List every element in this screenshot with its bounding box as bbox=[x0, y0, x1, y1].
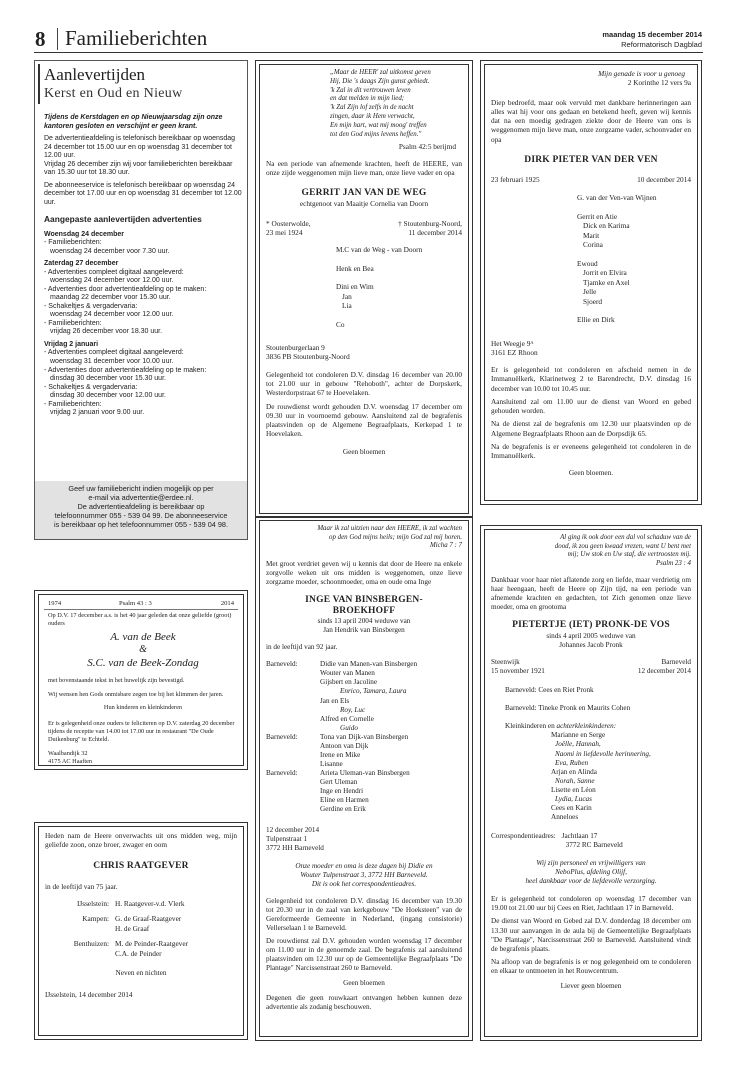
pronk-thanks: Wij zijn personeel en vrijwilligers van NeboPlus, afdeling Olijf, heel dankbaar voor de liefdevolle verzorging. bbox=[525, 859, 657, 886]
family-row: Gijsbert en Jacoline bbox=[320, 678, 378, 687]
family-row: G. van der Ven-van Wijnen bbox=[577, 193, 657, 203]
list-item: woensdag 24 december voor 12.00 uur. bbox=[50, 311, 174, 319]
list-item: - Advertenties door advertentieafdeling op te maken: bbox=[44, 285, 207, 293]
vandeweg-intro: Na een periode van afnemende krachten, heeft de HEERE, van onze zijde weggenomen mijn lieve man, onze lieve vader en opa bbox=[266, 158, 462, 178]
header-date: maandag 15 december 2014 bbox=[602, 30, 702, 39]
vandeweg-condolence: Gelegenheid tot condoleren D.V. dinsdag 16 december van 20.00 tot 21.00 uur in gebouw "Rehoboth", achter de Dorpskerk, Westerdorpstraat 67 te Hoevelaken. bbox=[266, 369, 462, 398]
deadlines-intro: Tijdens de Kerstdagen en op Nieuwjaarsdag zijn onze kantoren gesloten en verschijnt er geen krant. bbox=[44, 114, 223, 130]
family-row bbox=[577, 250, 691, 259]
vandeweg-verse-ref: Psalm 42:5 berijmd bbox=[398, 141, 456, 151]
family-row: Joëlle, Hannah, bbox=[555, 740, 601, 749]
vandervan-p3: Na de dienst zal de begrafenis om 12.30 uur plaatsvinden op de Algemene Begraafplaats Rhoon aan de Dorpsdijk 65. bbox=[491, 419, 691, 438]
wednesday-heading: Woensdag 24 december bbox=[44, 230, 125, 238]
pronk-footer: Liever geen bloemen bbox=[560, 981, 622, 990]
vandervan-verse-ref: 2 Korinthe 12 vers 9a bbox=[627, 78, 691, 88]
list-item: - Schakeltjes & vergadervaria: bbox=[44, 383, 138, 391]
binsbergen-no-flowers: Geen bloemen bbox=[343, 979, 385, 988]
family-row: Lydia, Lucas bbox=[555, 794, 592, 803]
obituary-van-binsbergen bbox=[255, 516, 473, 1041]
binsbergen-verse: Maar ik zal uitzien naar den HEERE, ik zal wachten op den God mijns heils; mijn God zal mij horen. Micha 7 : 7 bbox=[317, 525, 462, 550]
vandeweg-footer: Geen bloemen bbox=[342, 446, 386, 456]
anniversary-from: Hun kinderen en kleinkinderen bbox=[103, 704, 183, 712]
vandervan-intro: Diep bedroefd, maar ook vervuld met dankbare herinneringen aan alles wat hij voor ons gedaan en betekend heeft, geven wij kennis dat na een moedig gedragen ziekte door de Heere van ons is weggenomen mijn lieve man, onze zorgzame vader, schoonvader en opa bbox=[491, 97, 691, 144]
family-row: Irene en Mike bbox=[320, 750, 361, 759]
list-item: - Familieberichten: bbox=[44, 319, 102, 327]
anniversary-top-rule bbox=[44, 609, 238, 610]
pronk-family: Barneveld: Cees en Riet Pronk Barneveld: Tineke Pronk en Maurits Cohen Kleinkinderen en achterkleinkinderen: Marianne en Serge Joëlle, Hannah, Naomi in liefdevolle herinnering, Eva, Ruben Arjan en Alinda Norah, Sanne Lisette en Léon Lydia, Lucas Cees en Karin Anneloes bbox=[491, 686, 691, 822]
anniversary-address-1: Waalbandijk 32 bbox=[48, 749, 88, 757]
family-row: Marit bbox=[583, 230, 600, 240]
binsbergen-intro: Met groot verdriet geven wij u kennis dat door de Heere na enkele zorgvolle weken uit ons midden is weggenomen, onze lieve zorgzame moeder, schoonmoeder, oma en oude oma Inge bbox=[266, 560, 462, 587]
family-row: Gerdine en Erik bbox=[320, 805, 366, 814]
pronk-p2: De dienst van Woord en Gebed zal D.V. donderdag 18 december om 13.30 uur aanvangen in de aula bij de Gemeentelijke Begraafplaats "De Plantage", Narcissenstraat 260 te Barneveld. Aansluitend vindt de begrafenis plaats. bbox=[491, 917, 691, 953]
family-row: Barneveld: Arieta Uleman-van Binsbergen bbox=[266, 769, 410, 778]
family-row: Ellie en Dirk bbox=[577, 315, 615, 325]
family-row: Alfred en Cornelle bbox=[320, 714, 374, 723]
vandeweg-address: Stoutenburgerlaan 9 3836 PB Stoutenburg-Noord bbox=[266, 343, 350, 362]
family-row: Jelle bbox=[583, 287, 597, 297]
family-row: Dick en Karima bbox=[583, 221, 630, 231]
vandervan-p1: Er is gelegenheid tot condoleren en afscheid nemen in de Immanuëlkerk, Klarinetweg 2 te Barendrecht, D.V. dinsdag 16 december van 10.00 tot 10.45 uur. bbox=[491, 365, 691, 393]
anniversary-psalm: Psalm 43 : 3 bbox=[119, 600, 152, 607]
deadlines-p3: De abonneeservice is telefonisch bereikbaar op woensdag 24 december tot 17.00 uur en op woensdag 31 december tot 12.00 uur. bbox=[44, 181, 242, 206]
binsbergen-family bbox=[266, 660, 462, 814]
header-divider bbox=[57, 28, 58, 50]
family-row: Antoon van Dijk bbox=[320, 741, 369, 750]
raatgever-nephews: Neven en nichten bbox=[115, 968, 167, 978]
raatgever-footer: IJsselstein, 14 december 2014 bbox=[45, 989, 133, 999]
family-row: Inge en Hendri bbox=[320, 787, 364, 796]
anniversary-married: met bovenstaande tekst in het huwelijk zijn bevestigd. bbox=[48, 676, 185, 684]
pronk-name: PIETERTJE (IET) PRONK-DE VOS bbox=[512, 620, 670, 630]
list-item: - Advertenties compleet digitaal aangeleverd: bbox=[44, 349, 184, 357]
family-row bbox=[577, 306, 691, 315]
anniversary-ampersand: & bbox=[139, 644, 147, 656]
obituary-van-de-weg bbox=[255, 60, 473, 518]
vandeweg-dates: * Oosterwolde, 23 mei 1924 † Stoutenburg-Noord, 11 december 2014 bbox=[266, 218, 462, 238]
list-item: - Familieberichten: bbox=[44, 400, 102, 408]
list-item: - Advertenties compleet digitaal aangeleverd: bbox=[44, 268, 184, 276]
vandervan-verse: Mijn genade is voor u genoeg bbox=[598, 69, 685, 78]
anniversary-year-start: 1974 bbox=[48, 600, 62, 607]
raatgever-family: IJsselstein: H. Raatgever-v.d. Vlerk Kampen: G. de Graaf-Raatgever H. de Graaf Benthuizen: M. de Peinder-Raatgever C.A. de Peinder Neven en nichten IJsselstein, 14 december 2014 bbox=[45, 899, 237, 999]
pronk-dates: Steenwijk 15 november 1921 Barneveld 12 december 2014 bbox=[491, 658, 691, 676]
anniversary-wish: Wij wensen hen Gods onmisbare zegen toe bij het klimmen der jaren. bbox=[48, 690, 224, 698]
family-row: Tjamke en Axel bbox=[583, 277, 630, 287]
binsbergen-condolence: Gelegenheid tot condoleren D.V. dinsdag 16 december van 19.30 tot 20.30 uur in de zaal van kerkgebouw "De Hoeksteen" van de Gereformeerde Gemeente in Nederland, (ingang consistorie) Vellerselaan 1 te Barneveld. bbox=[266, 896, 462, 932]
saturday-list bbox=[44, 269, 244, 337]
deadlines-notice bbox=[34, 60, 248, 540]
list-item: woensdag 31 december voor 10.00 uur. bbox=[50, 358, 174, 365]
family-row: Guido bbox=[340, 723, 358, 732]
list-item: maandag 22 december voor 15.30 uur. bbox=[50, 294, 171, 302]
family-row: Enrico, Tamara, Laura bbox=[340, 687, 407, 696]
pronk-correspondence: Correspondentieadres: Jachtlaan 17 3772 RC Barneveld bbox=[491, 832, 623, 850]
vandervan-dates: 23 februari 1925 10 december 2014 bbox=[491, 174, 691, 184]
deadlines-footer: Geef uw familiebericht indien mogelijk op per e-mail via advertentie@erdee.nl. De advertentieafdeling is bereikbaar op telefoonnummer 055 - 539 04 99. De abonneeservice is bereikbaar op het telefoonnummer 055 - 539 04 98. bbox=[35, 481, 247, 539]
list-item: dinsdag 30 december voor 15.30 uur. bbox=[50, 375, 166, 383]
vandeweg-name: GERRIT JAN VAN DE WEG bbox=[301, 188, 427, 199]
vandervan-address: Het Weegje 9ᴬ 3161 EZ Rhoon bbox=[491, 338, 538, 357]
friday-list bbox=[44, 349, 244, 417]
binsbergen-name: INGE VAN BINSBERGEN- BROEKHOFF bbox=[305, 595, 423, 617]
family-row: Marianne en Serge bbox=[551, 731, 606, 740]
binsbergen-footer: Degenen die geen rouwkaart ontvangen hebben kunnen deze advertentie als zodanig beschouwen. bbox=[266, 994, 462, 1012]
raatgever-age: in de leeftijd van 75 jaar. bbox=[45, 881, 118, 891]
list-item: vrijdag 26 december voor 18.30 uur. bbox=[50, 328, 163, 336]
family-row: Jan en Els bbox=[320, 696, 350, 705]
vandervan-name: DIRK PIETER VAN DER VEN bbox=[524, 154, 658, 165]
pronk-p1: Er is gelegenheid tot condoleren op woensdag 17 december van 19.00 tot 21.00 uur bij Cees en Riet, Jachtlaan 17 in Barneveld. bbox=[491, 895, 691, 913]
family-row: Naomi in liefdevolle herinnering, bbox=[555, 749, 651, 758]
page-number: 8 bbox=[35, 27, 46, 51]
anniversary-name-1: A. van de Beek bbox=[110, 630, 176, 643]
anniversary-address-2: 4175 AC Haaften bbox=[48, 757, 93, 765]
raatgever-name: CHRIS RAATGEVER bbox=[93, 860, 189, 871]
pronk-intro: Dankbaar voor haar niet aflatende zorg en liefde, maar verdrietig om haar heengaan, heeft de Heere op Zijn tijd, na een periode van afnemende krachten en gedachten, tot Zich genomen onze lieve moeder, oma en grootoma bbox=[491, 575, 691, 611]
saturday-heading: Zaterdag 27 december bbox=[44, 260, 119, 268]
obituary-raatgever bbox=[34, 822, 248, 1040]
binsbergen-since: sinds 13 april 2004 weduwe van bbox=[317, 617, 411, 626]
anniversary-year-end: 2014 bbox=[220, 600, 234, 607]
vandeweg-spouse: echtgenoot van Maaitje Cornelia van Doorn bbox=[299, 199, 429, 209]
header-rule bbox=[34, 52, 703, 53]
family-row: Anneloes bbox=[551, 812, 579, 821]
family-row: Barneveld: Didie van Manen-van Binsbergen bbox=[266, 660, 418, 669]
anniversary-intro: Op D.V. 17 december a.s. is het 40 jaar geleden dat onze geliefde (groot) ouders bbox=[48, 612, 232, 627]
list-item: dinsdag 30 december voor 12.00 uur. bbox=[50, 392, 166, 400]
raatgever-intro: Heden nam de Heere onverwachts uit ons midden weg, mijn geliefde zoon, onze broer, zwager en oom bbox=[45, 831, 237, 850]
family-row: Barneveld: Tona van Dijk-van Binsbergen bbox=[266, 732, 409, 741]
pronk-verse: Al ging ik ook door een dal vol schaduw van de dood, ik zou geen kwaad vrezen, want U bent met mij; Uw stok en Uw staf, die vertroosten mij. Psalm 23 : 4 bbox=[554, 534, 691, 568]
binsbergen-age: in de leeftijd van 92 jaar. bbox=[266, 643, 338, 652]
vandervan-p4: Na de begrafenis is er eveneens gelegenheid tot condoleren in de Immanuëlkerk. bbox=[491, 441, 691, 461]
list-item: - Advertenties door advertentieafdeling op te maken: bbox=[44, 366, 207, 374]
binsbergen-date-address: 12 december 2014 Tulpenstraat 1 3772 HH Barneveld bbox=[266, 826, 324, 853]
anniversary-name-2: S.C. van de Beek-Zondag bbox=[87, 656, 199, 669]
family-row: Eline en Harmen bbox=[320, 796, 369, 805]
deadlines-p2: Vrijdag 26 december zijn wij voor familieberichten bereikbaar van 15.30 uur tot 18.30 uur. bbox=[44, 160, 233, 177]
family-row: Corina bbox=[583, 240, 603, 250]
anniversary-announcement bbox=[34, 590, 248, 770]
pronk-husband: Johannes Jacob Pronk bbox=[559, 641, 623, 650]
header-publication: Reformatorisch Dagblad bbox=[621, 40, 702, 49]
pronk-since: sinds 4 april 2005 weduwe van bbox=[546, 631, 636, 640]
family-row: Eva, Ruben bbox=[555, 758, 589, 767]
obituary-van-der-ven bbox=[480, 60, 702, 505]
family-row: Jorrit en Elvira bbox=[583, 268, 627, 278]
list-item: - Familieberichten: bbox=[44, 239, 102, 247]
family-row: Lisette en Léon bbox=[551, 785, 596, 794]
family-row: Roy, Luc bbox=[340, 705, 366, 714]
binsbergen-note: Onze moeder en oma is deze dagen bij Didie en Wouter Tulpenstraat 3, 3772 HH Barneveld. Dit is ook het correspondentieadres. bbox=[295, 861, 433, 888]
friday-heading: Vrijdag 2 januari bbox=[44, 340, 99, 348]
vandeweg-family: M.C van de Weg - van Doorn Henk en Bea Dini en Wim Jan Lia Co bbox=[336, 245, 423, 329]
family-row: Wouter van Manen bbox=[320, 669, 375, 678]
vandeweg-verse: „Maar de HEER' zal uitkomst geven Hij, Die 's daags Zijn gunst gebiedt. 'k Zal in dit vertrouwen leven en dat melden in mijn lied; 'k Zal Zijn lof zelfs in de nacht zingen, daar ik Hem verwacht, En mijn hart, wat mij moog' treffen tot den God mijns levens heffen." bbox=[330, 69, 431, 138]
vandeweg-service: De rouwdienst wordt gehouden D.V. woensdag 17 december om 09.30 uur in voornoemd gebouw. Aansluitend zal de begrafenis plaatsvinden op de Algemene Begraafplaats, Kerkepad 1 te Hoevelaken. bbox=[266, 401, 462, 439]
obituary-pronk bbox=[480, 525, 702, 1041]
family-row: Ewoud bbox=[577, 258, 598, 268]
deadlines-title: Aanlevertijden bbox=[44, 65, 146, 84]
vandervan-p2: Aansluitend zal om 11.00 uur de dienst van Woord en gebed gehouden worden. bbox=[491, 396, 691, 416]
deadlines-accent-bar bbox=[38, 64, 40, 104]
deadlines-subtitle: Kerst en Oud en Nieuw bbox=[44, 86, 183, 101]
pronk-p3: Na afloop van de begrafenis is er nog gelegenheid om te condoleren en elkaar te ontmoeten in het Rouwcentrum. bbox=[491, 957, 691, 975]
family-row bbox=[577, 203, 691, 212]
deadlines-adjusted-heading: Aangepaste aanlevertijden advertenties bbox=[44, 214, 202, 225]
family-row: Lisanne bbox=[320, 759, 343, 768]
family-row: Arjan en Alinda bbox=[551, 767, 597, 776]
list-item: vrijdag 2 januari voor 9.00 uur. bbox=[50, 409, 145, 417]
list-item: - Schakeltjes & vergadervaria: bbox=[44, 302, 138, 310]
binsbergen-husband: Jan Hendrik van Binsbergen bbox=[323, 626, 405, 635]
wednesday-list bbox=[44, 239, 244, 256]
anniversary-reception: Er is gelegenheid onze ouders te feliciteren op D.V. zaterdag 20 december tijdens de receptie van 14.00 tot 17.00 uur in restaurant "De Oude Duikenburg" te Echteld. bbox=[48, 720, 235, 744]
deadlines-p1: De advertentieafdeling is telefonisch bereikbaar op woensdag 24 december tot 15.00 uur en op woensdag 31 december tot 12.00 uur. bbox=[44, 135, 236, 160]
family-row: Gerrit en Atie bbox=[577, 211, 618, 221]
family-row: Sjoerd bbox=[583, 296, 603, 306]
binsbergen-service: De rouwdienst zal D.V. gehouden worden woensdag 17 december om 11.00 uur in de genoemde zaal. De begrafenis zal aansluitend plaatsvinden om 12.30 uur op de Gemeentelijke Begraafplaats "De Plantage" Narcissenstraat 260 te Barneveld. bbox=[266, 936, 462, 973]
list-item: woensdag 24 december voor 7.30 uur. bbox=[50, 247, 170, 255]
section-title: Familieberichten bbox=[65, 26, 208, 50]
family-row: Gert Uleman bbox=[320, 778, 358, 787]
family-row: Norah, Sanne bbox=[555, 776, 595, 785]
vandervan-family bbox=[491, 193, 691, 324]
vandervan-footer: Geen bloemen. bbox=[568, 468, 614, 478]
list-item: woensdag 24 december voor 12.00 uur. bbox=[50, 277, 174, 285]
family-row: Cees en Karin bbox=[551, 803, 592, 812]
